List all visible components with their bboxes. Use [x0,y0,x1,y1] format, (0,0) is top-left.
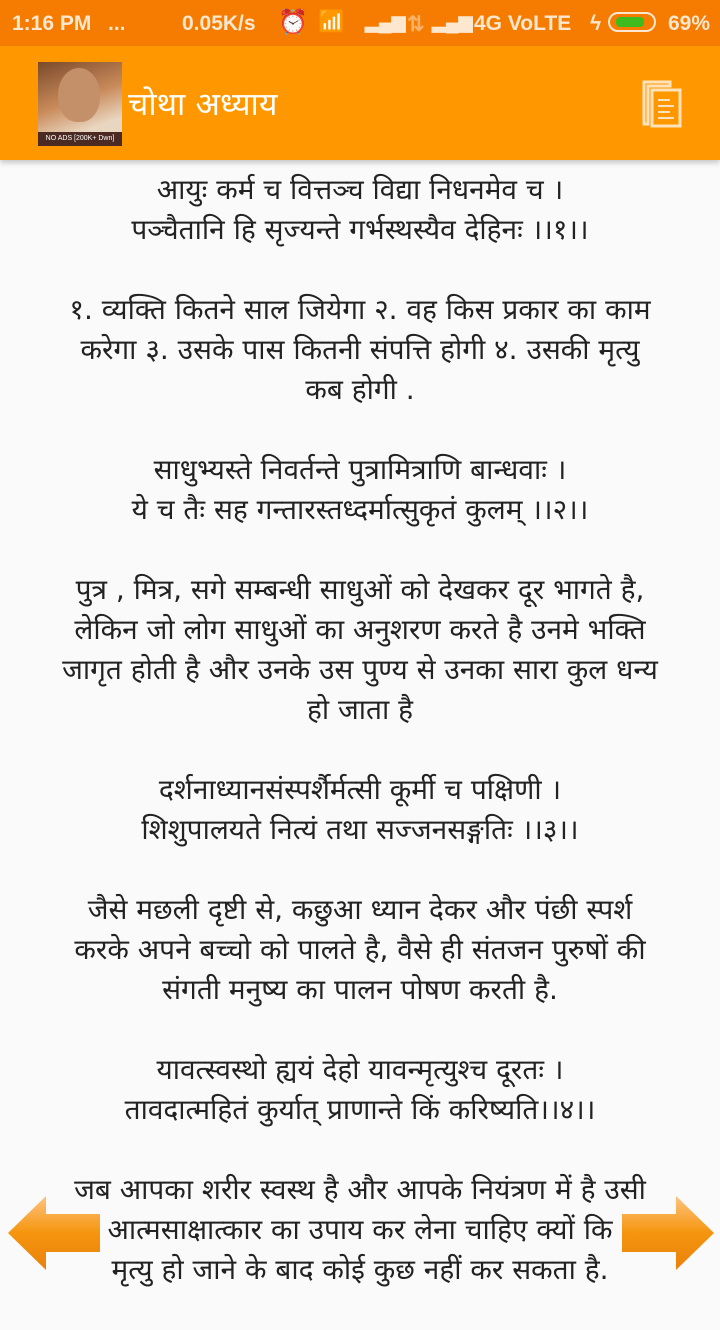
meaning-line: मृत्यु हो जाने के बाद कोई कुछ नहीं कर सकता है. [111,1253,609,1286]
status-notification-dots: ... [108,12,126,35]
data-arrows-icon: ⇅ [407,13,425,36]
meaning-line: १. व्यक्ति कितने साल जियेगा २. वह किस प्रकार का काम [69,293,651,326]
meaning-line: जैसे मछली दृष्टी से, कछुआ ध्यान देकर और पंछी स्पर्श [87,893,633,926]
meaning-line: लेकिन जो लोग साधुओं का अनुशरण करते है उनमे भक्ति [74,613,646,646]
charging-icon: ϟ [590,12,602,35]
verse-line: दर्शनाध्यानसंस्पर्शैर्मत्सी कूर्मी च पक्षिणी । [158,773,562,806]
meaning-block [0,1170,720,1290]
meaning-line: संगती मनुष्य का पालन पोषण करती है. [162,973,558,1006]
meaning-block [0,890,720,1010]
signal-icon-2: ▂▄▆ [432,12,473,32]
meaning-line: करके अपने बच्चो को पालते है, वैसे ही संतजन पुरुषों की [74,933,646,966]
verse-line: पञ्चैतानि हि सृज्यन्ते गर्भस्थस्यैव देहिनः ।।१।। [131,213,589,246]
status-time: 1:16 PM [12,12,92,35]
signal-icon: ▂▄▆ [365,12,406,32]
meaning-line: जब आपका शरीर स्वस्थ है और आपके नियंत्रण में है उसी [74,1173,646,1206]
verse-line: ये च तैः सह गन्तारस्तध्दर्मात्सुकृतं कुलम् ।।२।। [131,493,589,526]
verse-block [0,450,720,530]
copy-icon[interactable] [640,80,686,130]
verse-line: आयुः कर्म च वित्तञ्च विद्या निधनमेव च । [156,173,564,206]
meaning-block [0,570,720,730]
meaning-line: जागृत होती है और उनके उस पुण्य से उनका सारा कुल धन्य [62,653,658,686]
battery-icon [608,12,656,32]
meaning-block [0,290,720,410]
verse-line: तावदात्महितं कुर्यात् प्राणान्ते किं करिष्यति।।४।। [124,1093,596,1126]
verse-line: शिशुपालयते नित्यं तथा सज्जनसङ्गतिः ।।३।। [141,813,579,846]
meaning-line: कब होगी . [305,373,415,406]
meaning-line: हो जाता है [306,693,414,726]
page-title: चोथा अध्याय [128,85,278,123]
previous-arrow-icon[interactable] [6,1196,102,1270]
meaning-line: आत्मसाक्षात्कार का उपाय कर लेना चाहिए क्यों कि [107,1213,613,1246]
meaning-line: पुत्र , मित्र, सगे सम्बन्धी साधुओं को देखकर दूर भागते है, [75,573,645,606]
logo-caption: NO ADS [200K+ Dwn] [38,132,122,146]
battery-percent: 69% [668,12,711,35]
verse-line: साधुभ्यस्ते निवर्तन्ते पुत्रामित्राणि बान्धवाः । [153,453,567,486]
verse-block [0,770,720,850]
alarm-icon: ⏰ [278,9,308,36]
verse-line: यावत्स्वस्थो ह्ययं देहो यावन्मृत्युश्च दूरतः । [156,1053,564,1086]
chapter-content [0,170,720,1330]
meaning-line: करेगा ३. उसके पास कितनी संपत्ति होगी ४. उसकी मृत्यु [80,333,640,366]
wifi-icon: 📶 [318,9,346,34]
status-bar [0,0,720,46]
app-logo [38,62,122,146]
status-network-speed: 0.05K/s [182,12,256,35]
verse-block [0,1050,720,1130]
app-bar [0,46,720,160]
status-network-type: 4G VoLTE [474,12,572,35]
next-arrow-icon[interactable] [620,1196,716,1270]
verse-block [0,170,720,250]
